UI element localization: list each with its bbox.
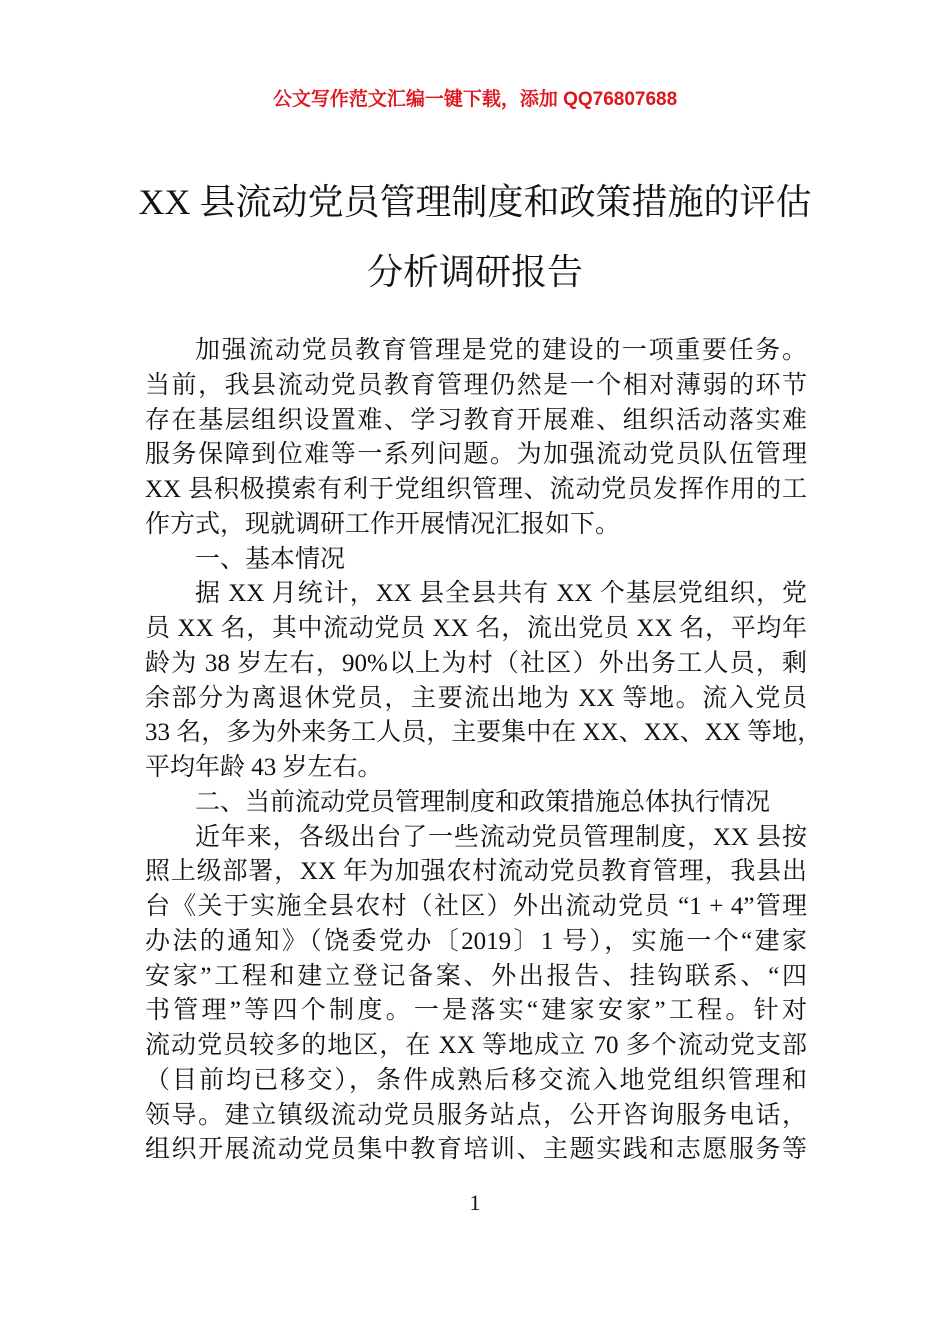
- promo-header: 公文写作范文汇编一键下载，添加 QQ76807688: [272, 89, 678, 110]
- body-text-line: 领导。建立镇级流动党员服务站点，公开咨询服务电话，: [145, 1101, 807, 1129]
- body-text-line: 组织开展流动党员集中教育培训、主题实践和志愿服务等: [145, 1136, 807, 1164]
- body-text-line: 办法的通知》（饶委党办〔2019〕1 号），实施一个“建家: [145, 927, 807, 955]
- body-text-line: 书管理”等四个制度。一是落实“建家安家”工程。针对: [145, 997, 807, 1025]
- body-text-line: 服务保障到位难等一系列问题。为加强流动党员队伍管理: [145, 441, 807, 469]
- body-text-line: 余部分为离退休党员，主要流出地为 XX 等地。流入党员: [145, 684, 807, 712]
- body-text-line: 一、基本情况: [195, 545, 346, 573]
- body-text-line: 存在基层组织设置难、学习教育开展难、组织活动落实难: [145, 406, 807, 434]
- document-title-line-1: XX 县流动党员管理制度和政策措施的评估: [138, 182, 812, 222]
- body-text-line: 流动党员较多的地区，在 XX 等地成立 70 多个流动党支部: [145, 1032, 807, 1059]
- body-text-line: 龄为 38 岁左右，90%以上为村（社区）外出务工人员，剩: [145, 649, 807, 677]
- body-text-line: 二、当前流动党员管理制度和政策措施总体执行情况: [195, 788, 771, 816]
- body-text-line: （目前均已移交），条件成熟后移交流入地党组织管理和: [145, 1066, 807, 1094]
- body-text-line: 员 XX 名，其中流动党员 XX 名，流出党员 XX 名，平均年: [145, 615, 807, 642]
- document-body: [145, 334, 823, 1168]
- document-title-line-2: 分析调研报告: [366, 252, 583, 292]
- body-text-line: 平均年龄 43 岁左右。: [145, 754, 383, 781]
- body-text-line: 33 名，多为外来务工人员，主要集中在 XX、XX、XX 等地，: [145, 719, 823, 747]
- body-text-line: 据 XX 月统计，XX 县全县共有 XX 个基层党组织，党: [195, 580, 807, 608]
- page-number: 1: [469, 1190, 481, 1215]
- body-text-line: 加强流动党员教育管理是党的建设的一项重要任务。: [195, 337, 807, 364]
- body-text-line: 近年来，各级出台了一些流动党员管理制度，XX 县按: [195, 823, 807, 851]
- body-text-line: 照上级部署，XX 年为加强农村流动党员教育管理，我县出: [145, 858, 807, 886]
- body-text-line: XX 县积极摸索有利于党组织管理、流动党员发挥作用的工: [145, 476, 807, 503]
- body-text-line: 台《关于实施全县农村（社区）外出流动党员 “1 + 4”管理: [145, 893, 807, 920]
- body-text-line: 作方式，现就调研工作开展情况汇报如下。: [145, 510, 621, 538]
- body-text-line: 当前，我县流动党员教育管理仍然是一个相对薄弱的环节: [145, 371, 807, 399]
- body-text-line: 安家”工程和建立登记备案、外出报告、挂钩联系、“四: [145, 962, 807, 990]
